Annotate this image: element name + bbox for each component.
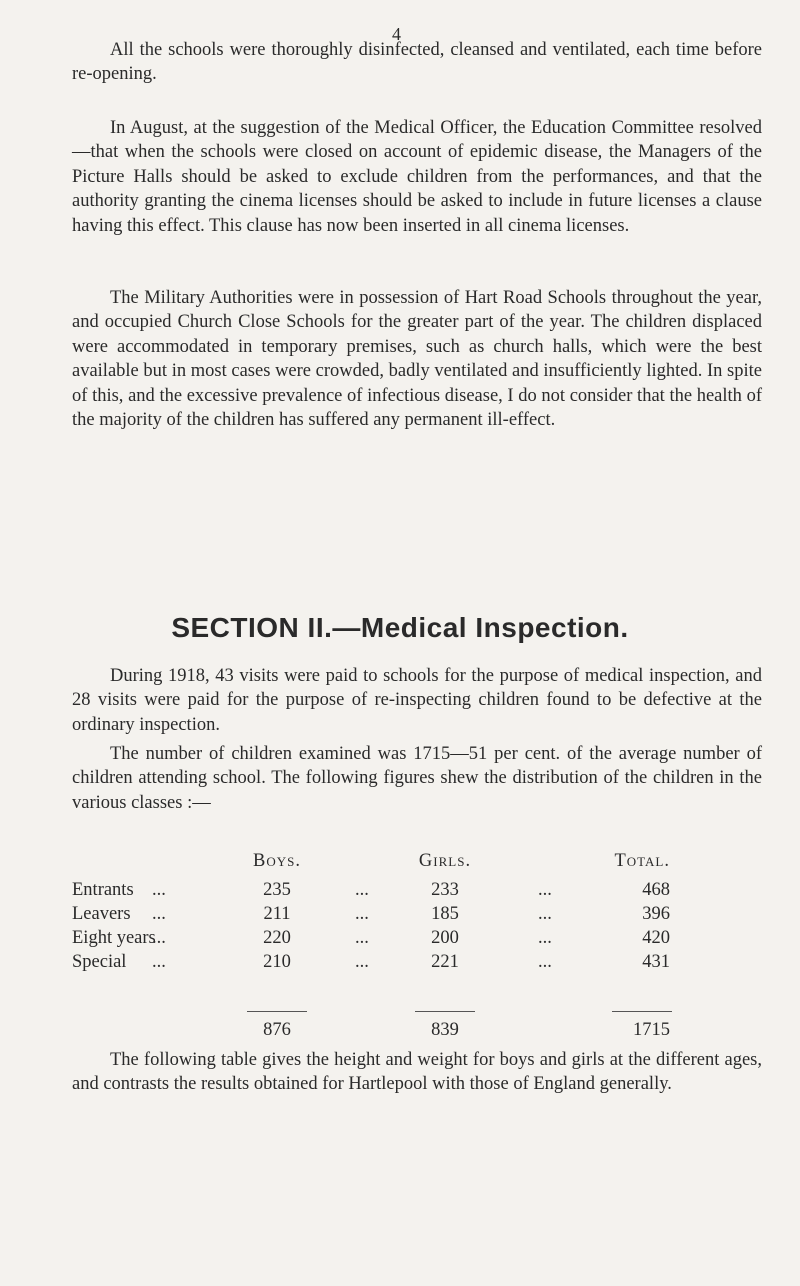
cell-boys: 211 bbox=[263, 904, 291, 924]
header-boys: Boys. bbox=[253, 851, 301, 871]
cell-total: 431 bbox=[642, 952, 670, 972]
total-all: 1715 bbox=[633, 1020, 670, 1040]
header-total: Total. bbox=[614, 851, 670, 871]
sum-rule-girls bbox=[415, 1011, 475, 1012]
leader-dots: ... bbox=[355, 904, 369, 924]
leader-dots: ... bbox=[152, 928, 166, 948]
leader-dots: ... bbox=[355, 952, 369, 972]
paragraph-disinfection: All the schools were thoroughly disinfected, cleansed and ventilated, each time before re-opening. bbox=[72, 40, 762, 85]
cell-total: 396 bbox=[642, 904, 670, 924]
row-label: Entrants bbox=[72, 880, 134, 900]
cell-girls: 185 bbox=[431, 904, 459, 924]
row-label: Leavers bbox=[72, 904, 131, 924]
paragraph-cinema-licenses: In August, at the suggestion of the Medical Officer, the Education Committee resolved—that when the schools were closed on account of epidemic disease, the Managers of the Picture Halls should be asked to exclude children from the performances, and that the authority granting the cinema licenses should be asked to include in future licenses a clause having this effect. This clause has now been inserted in all cinema licenses. bbox=[72, 118, 762, 236]
paragraph-military-occupation: The Military Authorities were in possession of Hart Road Schools throughout the year, and occupied Church Close Schools for the greater part of the year. The children displaced were accommodated in temporary premises, such as church halls, which were the best available but in most cases were crowded, badly ventilated and insufficiently lighted. In spite of this, and the excessive prevalence of infectious disease, I do not consider that the health of the majority of the children has suffered any permanent ill-effect. bbox=[72, 288, 762, 431]
leader-dots: ... bbox=[152, 952, 166, 972]
leader-dots: ... bbox=[538, 952, 552, 972]
cell-total: 420 bbox=[642, 928, 670, 948]
sum-rule-total bbox=[612, 1011, 672, 1012]
paragraph-inspection-visits: During 1918, 43 visits were paid to schools for the purpose of medical inspection, and 28 visits were paid for the purpose of re-inspecting children found to be defective at the ordinary inspection. bbox=[72, 666, 762, 735]
header-girls: Girls. bbox=[418, 851, 472, 871]
cell-girls: 221 bbox=[431, 952, 459, 972]
row-label: Eight years bbox=[72, 928, 156, 948]
page-number: 4 bbox=[392, 24, 401, 44]
leader-dots: ... bbox=[538, 904, 552, 924]
leader-dots: ... bbox=[355, 880, 369, 900]
cell-boys: 210 bbox=[263, 952, 291, 972]
cell-boys: 235 bbox=[263, 880, 291, 900]
row-label: Special bbox=[72, 952, 127, 972]
total-boys: 876 bbox=[263, 1020, 291, 1040]
cell-total: 468 bbox=[642, 880, 670, 900]
leader-dots: ... bbox=[355, 928, 369, 948]
leader-dots: ... bbox=[538, 880, 552, 900]
section-heading: SECTION II.—Medical Inspection. bbox=[171, 612, 629, 643]
paragraph-height-weight: The following table gives the height and weight for boys and girls at the different ages, and contrasts the results obtained for Hartlepool with those of England generally. bbox=[72, 1050, 762, 1095]
leader-dots: ... bbox=[538, 928, 552, 948]
paragraph-children-examined: The number of children examined was 1715—51 per cent. of the average number of children attending school. The following figures shew the distribution of the children in the various classes :— bbox=[72, 744, 762, 813]
sum-rule-boys bbox=[247, 1011, 307, 1012]
cell-girls: 233 bbox=[431, 880, 459, 900]
leader-dots: ... bbox=[152, 904, 166, 924]
total-girls: 839 bbox=[431, 1020, 459, 1040]
cell-girls: 200 bbox=[431, 928, 459, 948]
leader-dots: ... bbox=[152, 880, 166, 900]
cell-boys: 220 bbox=[263, 928, 291, 948]
